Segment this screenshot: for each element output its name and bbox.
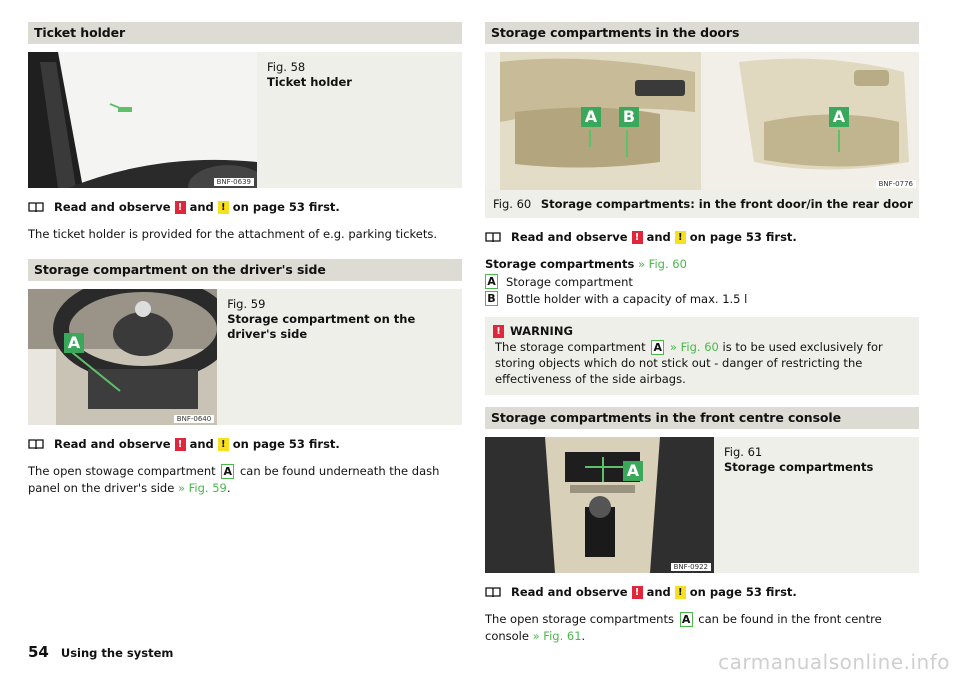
centre-console-text: The open storage compartments A can be found in the front centre console » Fig. 61. — [485, 612, 882, 643]
figure-link[interactable]: » Fig. 60 — [669, 340, 719, 354]
figure-title: Storage compartments: in the front door/in the rear door — [540, 197, 913, 211]
callout-b-front: B — [619, 107, 639, 127]
warning-symbol-icon: ! — [632, 231, 643, 244]
ref-suffix: on page 53 first. — [232, 437, 340, 451]
ref-prefix: Read and observe — [54, 200, 171, 214]
right-column — [485, 22, 919, 645]
letter-box: A — [485, 274, 498, 289]
figure-61 — [485, 437, 919, 573]
caution-symbol-icon: ! — [675, 231, 686, 244]
image-code: BNF-0640 — [174, 415, 214, 423]
ref-prefix: Read and observe — [511, 230, 628, 244]
figure-title: Ticket holder — [267, 75, 352, 89]
page-number: 54 — [28, 643, 49, 661]
figure-60-caption — [485, 190, 919, 218]
letter-box: B — [485, 291, 498, 306]
page-footer — [28, 643, 173, 661]
caution-symbol-icon: ! — [218, 201, 229, 214]
letter-box: A — [221, 464, 234, 479]
read-observe-line — [485, 585, 919, 599]
figure-number: Fig. 58 — [267, 60, 306, 74]
figure-link[interactable]: » Fig. 61 — [532, 629, 582, 643]
figure-title: Storage compartment on the driver's side — [227, 312, 416, 341]
ref-and: and — [189, 200, 214, 214]
warning-symbol-icon: ! — [175, 201, 186, 214]
list-item: A Storage compartment — [485, 273, 919, 290]
warning-symbol-icon: ! — [632, 586, 643, 599]
warning-box — [485, 317, 919, 395]
ref-prefix: Read and observe — [54, 437, 171, 451]
centre-console-illustration — [485, 437, 714, 573]
figure-58-caption — [257, 52, 362, 188]
warning-symbol-icon: ! — [493, 325, 504, 338]
storage-list-title: Storage compartments » Fig. 60 — [485, 257, 687, 271]
section-heading-centre-console: Storage compartments in the front centre console — [485, 407, 919, 429]
figure-59-caption — [217, 289, 462, 425]
figure-61-caption — [714, 437, 883, 573]
ref-suffix: on page 53 first. — [689, 585, 797, 599]
book-icon — [28, 201, 44, 213]
figure-58-image — [28, 52, 257, 188]
figure-60 — [485, 52, 919, 218]
figure-59-image — [28, 289, 217, 425]
warning-text: The storage compartment A » Fig. 60 is to be used exclusively for storing objects which do not stick out - danger of restricting the effectiveness of the side airbags. — [495, 340, 883, 386]
read-observe-line — [28, 437, 462, 451]
image-code: BNF-0922 — [671, 563, 711, 571]
figure-58 — [28, 52, 462, 188]
warning-symbol-icon: ! — [175, 438, 186, 451]
warning-heading: ! WARNING — [493, 323, 911, 339]
rear-door-illustration — [704, 52, 919, 190]
watermark: carmanualsonline.info — [718, 650, 950, 674]
figure-number: Fig. 60 — [493, 197, 532, 211]
figure-link[interactable]: » Fig. 59 — [177, 481, 227, 495]
callout-a: A — [64, 333, 84, 353]
ref-prefix: Read and observe — [511, 585, 628, 599]
section-heading-ticket-holder: Ticket holder — [28, 22, 462, 44]
book-icon — [485, 231, 501, 243]
ref-and: and — [189, 437, 214, 451]
section-heading-doors: Storage compartments in the doors — [485, 22, 919, 44]
list-item: B Bottle holder with a capacity of max. 1.5 l — [485, 290, 919, 307]
figure-number: Fig. 61 — [724, 445, 763, 459]
callout-a-rear: A — [829, 107, 849, 127]
image-code: BNF-0776 — [876, 180, 916, 188]
read-observe-line — [485, 230, 919, 244]
section-heading-driver-side: Storage compartment on the driver's side — [28, 259, 462, 281]
figure-60-image — [485, 52, 919, 190]
ref-suffix: on page 53 first. — [232, 200, 340, 214]
driver-side-text: The open stowage compartment A can be found underneath the dash panel on the driver's side » Fig. 59. — [28, 464, 440, 495]
figure-link[interactable]: » Fig. 60 — [637, 257, 687, 271]
caution-symbol-icon: ! — [675, 586, 686, 599]
ref-and: and — [646, 585, 671, 599]
callout-a-front: A — [581, 107, 601, 127]
figure-61-image — [485, 437, 714, 573]
figure-number: Fig. 59 — [227, 297, 266, 311]
letter-box: A — [680, 612, 693, 627]
figure-59 — [28, 289, 462, 425]
image-code: BNF-0639 — [214, 178, 254, 186]
ticket-holder-text: The ticket holder is provided for the attachment of e.g. parking tickets. — [28, 227, 438, 241]
ticket-holder-illustration — [28, 52, 257, 188]
caution-symbol-icon: ! — [218, 438, 229, 451]
callout-a: A — [623, 461, 643, 481]
figure-title: Storage compartments — [724, 460, 874, 474]
book-icon — [485, 586, 501, 598]
letter-box: A — [651, 340, 664, 355]
ref-suffix: on page 53 first. — [689, 230, 797, 244]
book-icon — [28, 438, 44, 450]
read-observe-line — [28, 200, 462, 214]
section-title: Using the system — [60, 646, 174, 660]
ref-and: and — [646, 230, 671, 244]
left-column — [28, 22, 462, 497]
driver-side-illustration — [28, 289, 217, 425]
